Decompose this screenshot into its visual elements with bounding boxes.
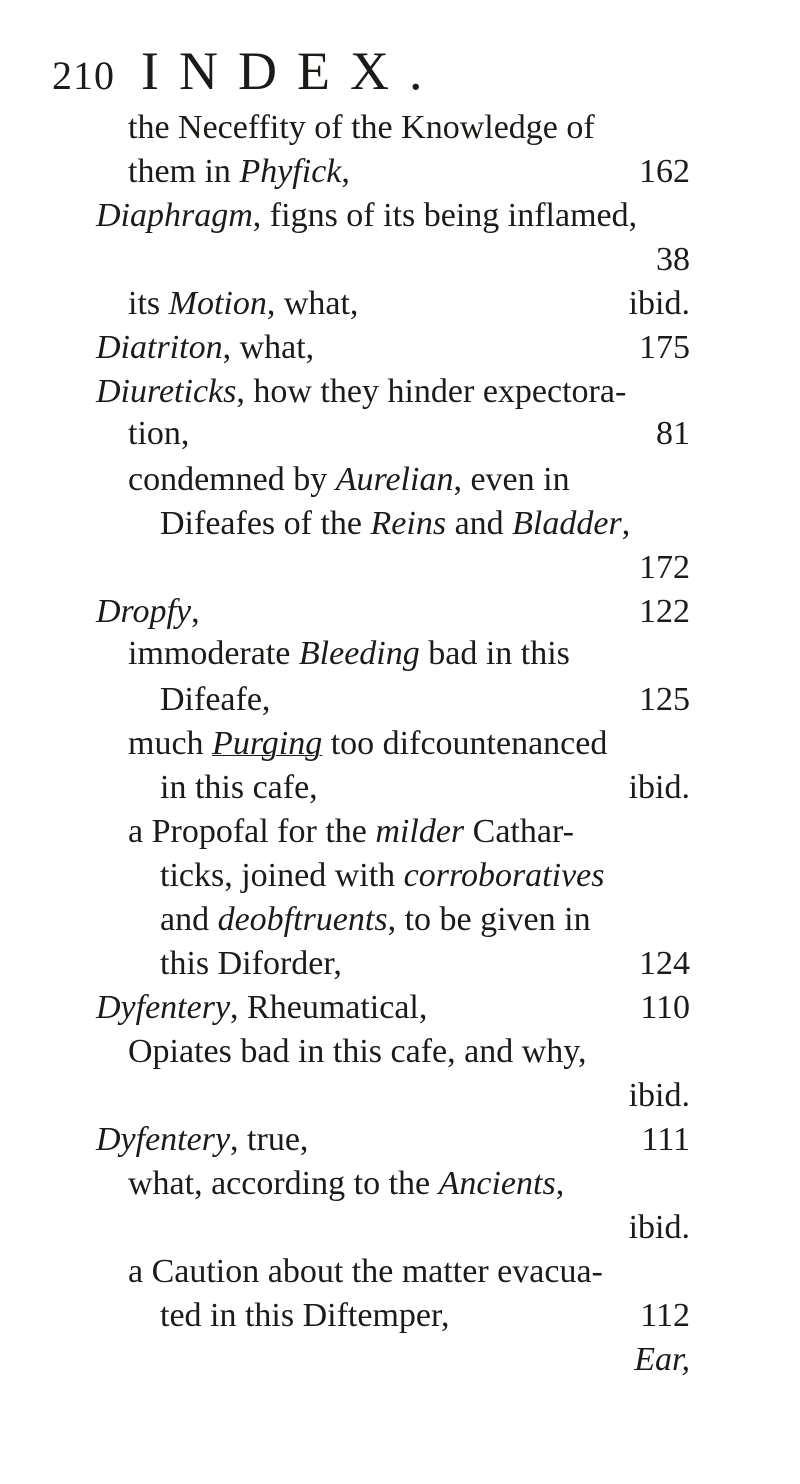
index-entry-line [128, 1252, 603, 1292]
entry-term: Phyfick [239, 153, 342, 190]
entry-term: Bladder [512, 505, 622, 542]
entry-headword: Dyfentery [96, 1121, 231, 1158]
page-number: 210 [52, 53, 115, 98]
catchword: Ear, [634, 1341, 690, 1378]
entry-term: Purging [212, 725, 323, 762]
page-ref: 172 [639, 549, 690, 586]
entry-text: Difeafe, [160, 681, 271, 718]
index-entry-line [160, 856, 605, 896]
page-ref: 111 [641, 1121, 690, 1158]
page-ref: 175 [639, 329, 690, 366]
page-header [52, 40, 442, 102]
entry-text: immoderate [128, 635, 291, 672]
index-entry-line [160, 900, 591, 940]
index-entry-line [160, 944, 342, 984]
page-ref: ibid. [628, 769, 690, 806]
index-entry-line [128, 152, 350, 192]
page-ref: 112 [640, 1297, 690, 1334]
index-entry-line [128, 108, 595, 148]
page-ref: ibid. [628, 285, 690, 322]
page-ref: 110 [640, 989, 690, 1026]
page-ref: 125 [639, 681, 690, 718]
entry-headword: Dropfy [96, 593, 192, 630]
index-entry-line [160, 1296, 449, 1336]
index-entry-line [128, 1164, 564, 1204]
entry-term: deobftruents [217, 901, 388, 938]
index-entry-line [128, 1032, 587, 1072]
index-entry-line [128, 812, 574, 852]
page-ref: 122 [639, 593, 690, 630]
entry-text: tion, [128, 415, 190, 452]
page-ref: ibid. [628, 1209, 690, 1246]
index-entry-line [96, 328, 314, 368]
entry-punct: , [621, 505, 631, 542]
running-title: INDEX. [141, 41, 443, 101]
entry-text: a Propofal for the [128, 813, 367, 850]
index-entry-line [128, 634, 570, 674]
entry-text: Difeafes of the [160, 505, 363, 542]
page-ref: 124 [639, 945, 690, 982]
entry-text: bad in this [428, 635, 570, 672]
entry-text: ticks, joined with [160, 857, 396, 894]
entry-text: this Diforder, [160, 945, 342, 982]
entry-text: in this cafe, [160, 769, 318, 806]
entry-text: , to be given in [387, 901, 591, 938]
entry-headword: Diureticks [96, 373, 237, 410]
entry-text: , true, [230, 1121, 309, 1158]
entry-text: a Caution about the matter evacua- [128, 1253, 603, 1290]
entry-text: ted in this Diftemper, [160, 1297, 450, 1334]
page-ref: ibid. [628, 1077, 690, 1114]
entry-text: and [160, 901, 210, 938]
index-entry-line [160, 680, 270, 720]
entry-text: what, according to the [128, 1165, 431, 1202]
index-entry-line [160, 504, 630, 544]
index-entry-line [128, 284, 358, 324]
entry-term: milder [375, 813, 465, 850]
index-entry-line [96, 592, 200, 632]
entry-punct: , [191, 593, 200, 630]
entry-headword: Diatriton [96, 329, 223, 366]
entry-punct: , [341, 153, 350, 190]
entry-text: , Rheumatical, [230, 989, 428, 1026]
entry-term: Bleeding [298, 635, 420, 672]
entry-text: , how they hinder expectora- [236, 373, 627, 410]
entry-text: much [128, 725, 204, 762]
index-entry-line [96, 196, 637, 236]
index-entry-line [160, 768, 318, 808]
index-entry-line [96, 988, 427, 1028]
index-entry-line [96, 1120, 308, 1160]
entry-text: , even in [453, 461, 570, 498]
entry-punct: , [555, 1165, 565, 1202]
page-ref: 38 [656, 241, 690, 278]
entry-headword: Diaphragm [96, 197, 253, 234]
entry-term: Ancients [438, 1165, 556, 1202]
entry-text: Opiates bad in this cafe, and why, [128, 1033, 587, 1070]
entry-text: , figns of its being inflamed, [252, 197, 638, 234]
entry-text: Cathar- [472, 813, 574, 850]
entry-term: corroboratives [403, 857, 605, 894]
page-ref: 81 [656, 415, 690, 452]
index-entry-line [128, 414, 189, 454]
entry-text: them in [128, 153, 231, 190]
entry-term: Aurelian [335, 461, 454, 498]
entry-term: Motion [168, 285, 267, 322]
page-ref: 162 [639, 153, 690, 190]
index-entry-line [96, 372, 626, 412]
entry-text: and [454, 505, 504, 542]
entry-text: too difcountenanced [330, 725, 608, 762]
entry-headword: Dyfentery [96, 989, 231, 1026]
entry-text: its [128, 285, 161, 322]
entry-text: , what, [266, 285, 359, 322]
entry-text: the Neceffity of the Knowledge of [128, 109, 595, 146]
index-entry-line [128, 460, 570, 500]
entry-text: , what, [222, 329, 315, 366]
entry-text: condemned by [128, 461, 328, 498]
entry-term: Reins [370, 505, 447, 542]
index-entry-line [128, 724, 607, 764]
